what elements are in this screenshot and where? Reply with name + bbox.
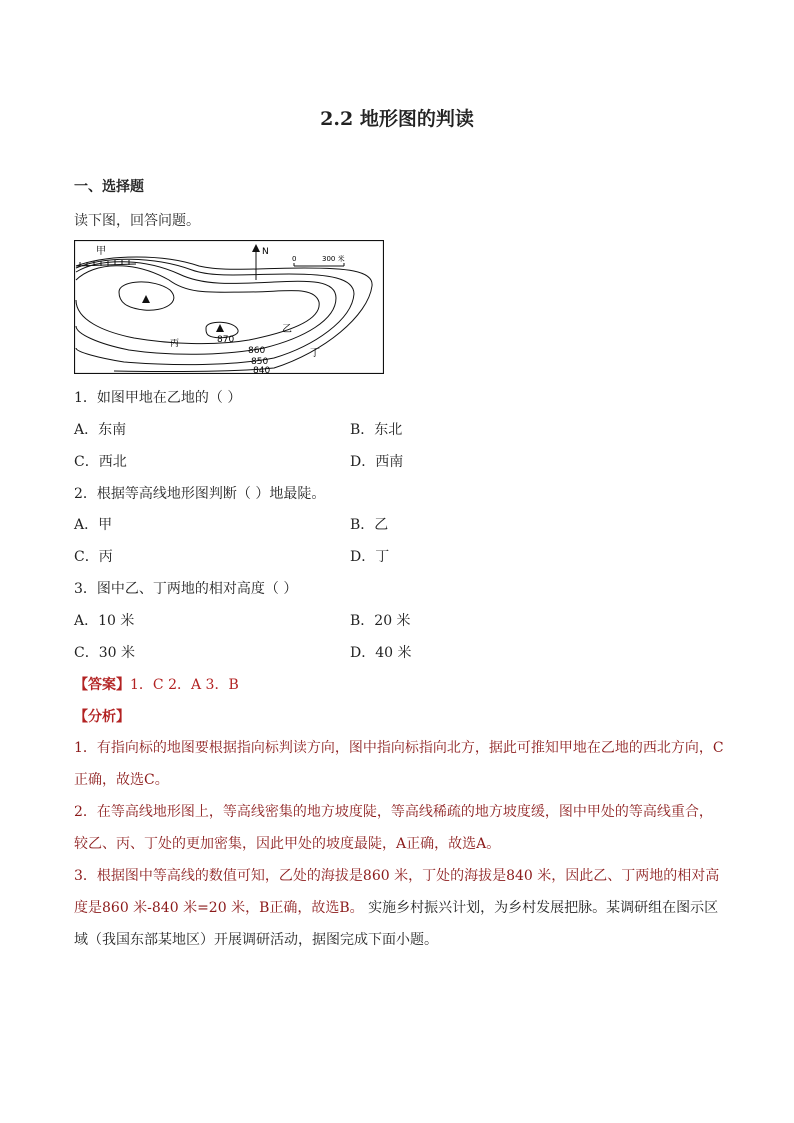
label-bing: 丙	[170, 339, 180, 349]
q1-option-d: D．西南	[350, 454, 404, 470]
contour-label-850: 850	[251, 357, 269, 367]
q3-option-a: A．10 米	[74, 613, 135, 629]
contour-label-860: 860	[248, 346, 266, 356]
page-title: 2.2 地形图的判读	[320, 108, 474, 130]
contour-map	[74, 240, 384, 374]
q1-option-a: A．东南	[74, 422, 127, 438]
analysis-paragraph-1: 1．有指向标的地图要根据指向标判读方向，图中指向标指向北方，据此可推知甲地在乙地的西北方向，C正确，故选C。	[74, 740, 724, 788]
label-yi: 乙	[282, 324, 292, 335]
answer-line	[74, 674, 239, 694]
q3-option-c: C．30 米	[74, 645, 135, 661]
answer-tag: 【答案】	[74, 677, 130, 693]
q1-option-b: B．东北	[350, 422, 403, 438]
q2-option-b: B．乙	[350, 517, 389, 533]
intro-text: 读下图，回答问题。	[74, 213, 200, 229]
q3-option-d: D．40 米	[350, 645, 412, 661]
q3-option-b: B．20 米	[350, 613, 411, 629]
q2-option-d: D．丁	[350, 549, 390, 565]
q2-option-a: A．甲	[74, 517, 113, 533]
question-2-stem: 2．根据等高线地形图判断（ ）地最陡。	[74, 486, 326, 502]
q1-option-c: C．西北	[74, 454, 127, 470]
scale-zero: 0	[292, 255, 297, 263]
label-jia: 甲	[96, 246, 106, 257]
analysis-paragraph-3-text: 3．根据图中等高线的数值可知，乙处的海拔是860 米，丁处的海拔是840 米，因此乙、丁两地的相对高度是860 米-840 米=20 米，B正确，故选B。	[74, 868, 720, 916]
analysis-paragraph-2: 2．在等高线地形图上，等高线密集的地方坡度陡，等高线稀疏的地方坡度缓，图中甲处的等高线重合，较乙、丙、丁处的更加密集，因此甲处的坡度最陡，A正确，故选A。	[74, 804, 713, 852]
answer-values: 1．C 2．A 3．B	[130, 677, 239, 693]
scale-distance: 300 米	[322, 255, 345, 263]
contour-label-840: 840	[253, 366, 271, 374]
question-3-stem: 3．图中乙、丁两地的相对高度（ ）	[74, 581, 298, 597]
label-ding: 丁	[310, 348, 320, 359]
north-label: N	[262, 247, 269, 257]
section-heading: 一、选择题	[74, 179, 144, 195]
next-section-intro: 实施乡村振兴计划，为乡村发展把脉。某调研组在图示区域（我国东部某地区）开展调研活动，据图完成下面小题。	[74, 900, 719, 948]
q2-option-c: C．丙	[74, 549, 113, 565]
question-1-stem: 1．如图甲地在乙地的（ ）	[74, 390, 242, 406]
analysis-tag: 【分析】	[74, 709, 130, 725]
contour-label-870: 870	[217, 335, 235, 345]
analysis-paragraph-3	[74, 860, 724, 956]
